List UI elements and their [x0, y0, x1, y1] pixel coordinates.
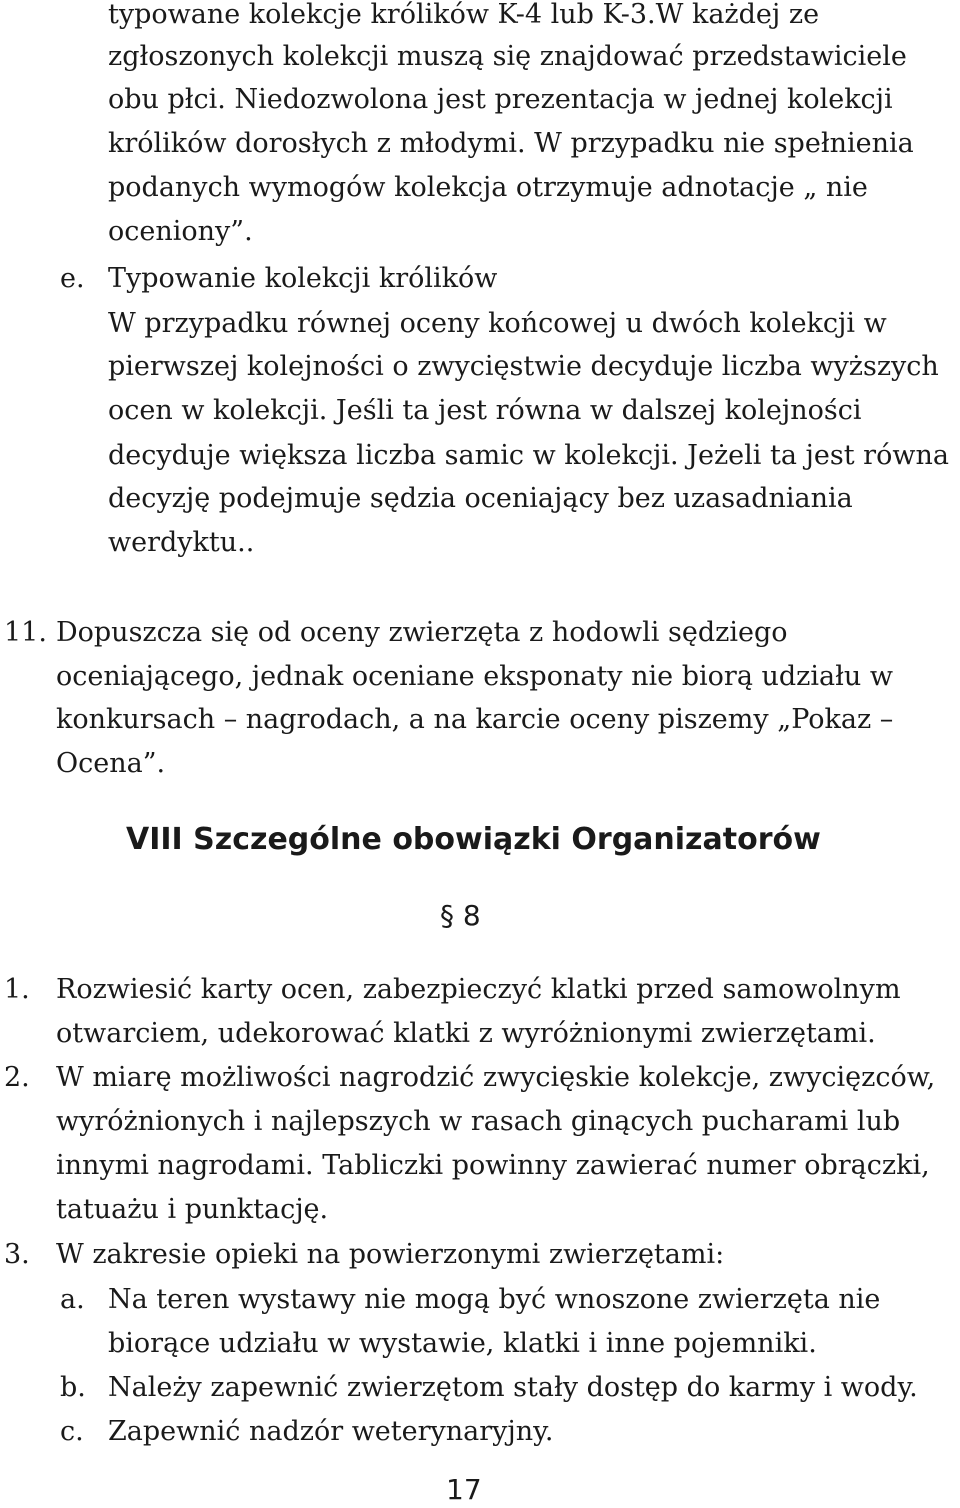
text-line: Dopuszcza się od oceny zwierzęta z hodowli sędziego — [56, 617, 788, 648]
list-marker: 11. — [4, 617, 47, 648]
list-marker: 3. — [4, 1239, 30, 1270]
text-line: tatuażu i punktację. — [56, 1194, 329, 1225]
text-line: zgłoszonych kolekcji muszą się znajdować przedstawiciele — [108, 41, 907, 72]
list-marker: b. — [60, 1372, 86, 1403]
text-line: obu płci. Niedozwolona jest prezentacja w jednej kolekcji — [108, 84, 893, 115]
list-marker: 1. — [4, 974, 30, 1005]
text-line: pierwszej kolejności o zwycięstwie decyduje liczba wyższych — [108, 351, 939, 382]
text-line: biorące udziału w wystawie, klatki i inne pojemniki. — [108, 1328, 817, 1359]
text-line: Rozwiesić karty ocen, zabezpieczyć klatki przed samowolnym — [56, 974, 901, 1005]
text-line: otwarciem, udekorować klatki z wyróżnionymi zwierzętami. — [56, 1018, 876, 1049]
text-line: Ocena”. — [56, 748, 166, 779]
section-heading: VIII Szczególne obowiązki Organizatorów — [126, 822, 821, 857]
text-line: wyróżnionych i najlepszych w rasach ginących pucharami lub — [56, 1106, 901, 1137]
text-line: werdyktu.. — [108, 527, 255, 558]
list-marker: a. — [60, 1284, 85, 1315]
text-line: podanych wymogów kolekcja otrzymuje adnotacje „ nie — [108, 172, 868, 203]
text-line: W zakresie opieki na powierzonymi zwierzętami: — [56, 1239, 725, 1270]
text-line: oceniającego, jednak oceniane eksponaty nie biorą udziału w — [56, 661, 893, 692]
text-line: decyzję podejmuje sędzia oceniający bez uzasadniania — [108, 483, 853, 514]
text-line: Na teren wystawy nie mogą być wnoszone zwierzęta nie — [108, 1284, 881, 1315]
text-line: ocen w kolekcji. Jeśli ta jest równa w dalszej kolejności — [108, 395, 862, 426]
paragraph-sign: § 8 — [440, 899, 481, 932]
text-line: decyduje większa liczba samic w kolekcji. Jeżeli ta jest równa — [108, 440, 949, 471]
text-line: królików dorosłych z młodymi. W przypadku nie spełnienia — [108, 128, 914, 159]
text-line: Zapewnić nadzór weterynaryjny. — [108, 1416, 554, 1447]
list-marker: e. — [60, 263, 85, 294]
text-line: typowane kolekcje królików K-4 lub K-3.W każdej ze — [108, 0, 820, 30]
list-marker: c. — [60, 1416, 84, 1447]
item-heading: Typowanie kolekcji królików — [108, 263, 498, 294]
text-line: Należy zapewnić zwierzętom stały dostęp do karmy i wody. — [108, 1372, 918, 1403]
list-marker: 2. — [4, 1062, 30, 1093]
page-number: 17 — [446, 1473, 482, 1506]
text-line: oceniony”. — [108, 216, 253, 247]
text-line: W przypadku równej oceny końcowej u dwóch kolekcji w — [108, 308, 887, 339]
text-line: innymi nagrodami. Tabliczki powinny zawierać numer obrączki, — [56, 1150, 930, 1181]
text-line: konkursach – nagrodach, a na karcie oceny piszemy „Pokaz – — [56, 704, 894, 735]
text-line: W miarę możliwości nagrodzić zwycięskie kolekcje, zwycięzców, — [56, 1062, 936, 1093]
